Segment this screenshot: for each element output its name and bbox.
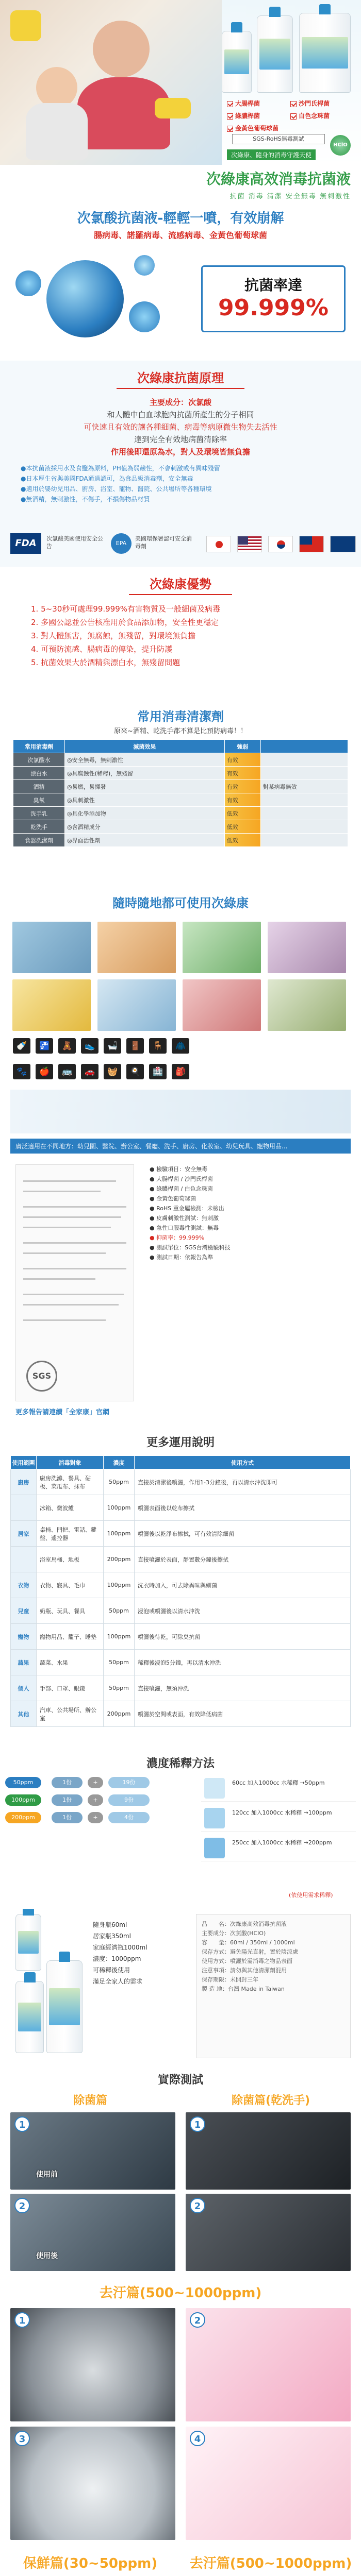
- spec-panel: [196, 1914, 351, 2058]
- dilution-row: [5, 1810, 191, 1825]
- advantages-section: [0, 567, 361, 701]
- table-cell: ◎界面活性劑: [65, 834, 225, 847]
- table-cell: 衣物、寢具、毛巾: [37, 1572, 104, 1598]
- table-cell: 噴灑於空間或表面，有效降低病菌: [135, 1701, 351, 1727]
- water-part: 19份: [108, 1777, 150, 1788]
- eu-flag-icon: [330, 536, 356, 552]
- table-header: 使用方式: [135, 1456, 351, 1469]
- principle-lines: [0, 396, 361, 458]
- measuring-cup-icon: [204, 1808, 225, 1828]
- dilution-method-text: 250cc 加入1000cc 水稀釋 →200ppm: [232, 1839, 332, 1846]
- table-cell: 兒童: [11, 1598, 37, 1624]
- test-title-decontam: 去汙篇(500~1000ppm): [99, 2285, 262, 2301]
- feature-item: 綠膿桿菌: [227, 111, 288, 120]
- table-header: 使用範圍: [11, 1456, 37, 1469]
- check-icon: [290, 101, 297, 107]
- dilution-method-text: 60cc 加入1000cc 水稀釋 →50ppm: [232, 1780, 325, 1786]
- dilution-row: [5, 1792, 191, 1808]
- table-header-row: [13, 740, 348, 753]
- table-cell: 噴灑表面後以乾布擦拭: [135, 1495, 351, 1521]
- usage-icon: 🛁: [104, 1038, 121, 1054]
- certificate-line: ● 金黃色葡萄球菌: [150, 1195, 196, 1202]
- photo-kitchen: [183, 922, 261, 973]
- table-cell: ◎安全無毒，無刺激性: [65, 753, 225, 767]
- table-cell: 手部、口罩、眼鏡: [37, 1675, 104, 1701]
- usage-table: [10, 1455, 351, 1727]
- table-cell: 對某病毒無效: [260, 780, 348, 793]
- sgs-badge: SGS-RoHS無毒測試: [232, 134, 325, 144]
- dilution-note: (依使用需求稀釋): [289, 1892, 333, 1899]
- table-row: [13, 793, 348, 807]
- test-photo: [10, 2194, 175, 2271]
- photo-office: [97, 979, 176, 1031]
- certificate-line: ● 大腸桿菌 / 沙門氏桿菌: [150, 1176, 213, 1182]
- certificate-details: [150, 1164, 351, 1262]
- principle-line: 達到完全有效地病菌清除率: [134, 435, 227, 444]
- test-photo-toy-after: [186, 2427, 351, 2540]
- photo-pet: [268, 922, 346, 973]
- certificate-line: ● 急性口服毒性測試：無毒: [150, 1225, 219, 1231]
- spec-section: [0, 1909, 361, 2063]
- hero-banner: [0, 0, 361, 165]
- table-cell: [260, 753, 348, 767]
- korea-flag-icon: [268, 536, 293, 552]
- compare-subtitle: 原來~酒精、乾洗手都不算是比預防病毒！！: [114, 727, 247, 735]
- anywhere-title: 隨時隨地都可使用次綠康: [112, 896, 249, 910]
- test-tag: 使用前: [36, 2171, 58, 2179]
- table-cell: 衣物: [11, 1572, 37, 1598]
- table-cell: 有效: [224, 793, 260, 807]
- bullet-item: ●無酒精，無刺激性，不傷手，不損傷物品材質: [21, 496, 150, 503]
- epa-label: 美國環保署認可安全消毒劑: [135, 535, 192, 550]
- usage-icon: 🏥: [149, 1064, 167, 1079]
- epa-logo: EPA: [111, 533, 132, 554]
- tests-section: [0, 2066, 361, 2576]
- table-cell: 居家: [11, 1521, 37, 1547]
- spec-panel-line: 保存方式：避免陽光直射，置於陰涼處: [202, 1948, 298, 1955]
- usage-icon: 🐾: [13, 1064, 30, 1079]
- spec-line: 居家瓶350ml: [93, 1933, 131, 1940]
- ppm-label: 100ppm: [5, 1794, 41, 1806]
- ppm-label: 200ppm: [5, 1812, 41, 1823]
- virus-ball-icon: [46, 260, 124, 337]
- table-cell: 廚房洗滌、餐具、砧板、菜瓜布、抹布: [37, 1469, 104, 1495]
- table-header: 滅菌效果: [65, 740, 225, 753]
- step-number-2: 2: [190, 2312, 205, 2328]
- photo-baby-bottle: [97, 922, 176, 973]
- table-cell: 汽車、公共場所、辦公室: [37, 1701, 104, 1727]
- table-row: [11, 1701, 351, 1727]
- principle-line: 主要成分：次氯酸: [149, 398, 211, 407]
- table-row: [11, 1521, 351, 1547]
- test-photo: [10, 2112, 175, 2190]
- dilution-section: [0, 1752, 361, 1906]
- concentrate-part: 1份: [52, 1812, 83, 1823]
- usage-icon: 🚗: [81, 1064, 99, 1079]
- usage-icon: 🧥: [172, 1038, 189, 1054]
- child-shirt: [26, 103, 88, 160]
- certificate-line: ● 測試日期：依報告為準: [150, 1254, 214, 1261]
- product-bottles: [217, 5, 361, 93]
- spec-line: 可稀釋後使用: [93, 1967, 130, 1974]
- usage-icon: 🚰: [36, 1038, 53, 1054]
- advantages-title: 次綠康優勢: [129, 572, 232, 595]
- mother-figure: [93, 21, 150, 77]
- bullet-item: ●日本厚生省與美國FDA通過認可，為食品級消毒劑，安全無毒: [21, 475, 193, 482]
- hero-tagline: 次綠康、隨身的消毒守護天使: [227, 149, 316, 160]
- spec-panel-line: 保存期限：未開封三年: [202, 1976, 258, 1983]
- check-icon: [227, 113, 233, 120]
- bullet-item: ●本抗菌液採用水及食鹽為原料，PH值為弱鹼性，不會刺激或有異味殘留: [21, 465, 220, 472]
- principle-line: 和人體中白血球胞內抗菌所產生的分子相同: [107, 410, 254, 419]
- principle-title: 次綠康抗菌原理: [117, 366, 244, 389]
- dilution-method-row: [201, 1835, 356, 1861]
- bullet-item: ●適用於嬰幼兒用品、廚房、浴室、寵物、醫院、公共場所等各種環境: [21, 485, 212, 493]
- table-row: [13, 834, 348, 847]
- spec-list: [93, 1919, 186, 1987]
- feature-item: 白色念珠菌: [290, 111, 351, 120]
- table-cell: 50ppm: [104, 1650, 135, 1675]
- step-number-3: 3: [14, 2431, 30, 2446]
- usage-icon: 🚪: [126, 1038, 144, 1054]
- sgs-stamp: SGS: [26, 1361, 57, 1392]
- test-photo-toy: [186, 2308, 351, 2421]
- advantage-item: 2. 多國公認並公告核准用於食品添加物，安全性更穩定: [31, 618, 219, 627]
- usage-title: 更多運用說明: [146, 1436, 215, 1449]
- table-cell: 50ppm: [104, 1598, 135, 1624]
- bottle-small: [222, 31, 252, 93]
- virus-small-icon: [129, 301, 160, 332]
- table-cell: 廚房: [11, 1469, 37, 1495]
- table-header: 消毒對象: [37, 1456, 104, 1469]
- principle-line: 作用後即還原為水，對人及環境皆無負擔: [110, 447, 250, 456]
- dilution-method-text: 120cc 加入1000cc 水稀釋 →100ppm: [232, 1809, 332, 1816]
- table-cell: [11, 1495, 37, 1521]
- table-cell: 稀釋後浸泡5分鐘，再以清水沖洗: [135, 1650, 351, 1675]
- spec-panel-line: 容 量：60ml / 350ml / 1000ml: [202, 1939, 295, 1946]
- virus-small-icon: [134, 255, 155, 276]
- usage-icon: 🧺: [104, 1064, 121, 1079]
- dilution-title: 濃度稀釋方法: [146, 1757, 215, 1770]
- table-row: [11, 1598, 351, 1624]
- table-header-row: [11, 1456, 351, 1469]
- advantage-item: 1. 5~30秒可處理99.999%有害物質及一般細菌及病毒: [31, 604, 221, 614]
- test-title-fresh: 保鮮篇(30~50ppm): [23, 2556, 158, 2571]
- usage-icon: 👟: [81, 1038, 99, 1054]
- table-cell: 50ppm: [104, 1675, 135, 1701]
- table-cell: 寵物用品、籠子、睡墊: [37, 1624, 104, 1650]
- spec-panel-line: 注意事項：請勿與其他清潔劑混用: [202, 1967, 287, 1974]
- measuring-cup-icon: [204, 1778, 225, 1799]
- photo-toys: [12, 979, 91, 1031]
- step-number-1: 1: [14, 2116, 30, 2132]
- table-row: [11, 1572, 351, 1598]
- compare-section: [0, 703, 361, 889]
- advantage-item: 4. 可預防流感、腸病毒的傳染，提升防護: [31, 645, 173, 654]
- table-cell: 個人: [11, 1675, 37, 1701]
- virus-section: [0, 204, 361, 358]
- spec-line: 滿足全家人的需求: [93, 1978, 143, 1985]
- plus-sign: +: [88, 1777, 103, 1788]
- step-number-1: 1: [14, 2312, 30, 2328]
- table-row: [13, 807, 348, 820]
- step-number-2: 2: [190, 2198, 205, 2213]
- table-cell: 有效: [224, 767, 260, 780]
- spec-line: 濃度：1000ppm: [93, 1955, 141, 1962]
- certificate-section: [0, 1159, 361, 1427]
- measuring-cup-icon: [204, 1838, 225, 1858]
- table-cell: ◎具腐蝕性(稀釋)，無殘留: [65, 767, 225, 780]
- product-subtitle: 抗菌 消毒 清潔 安全無毒 無刺激性: [229, 193, 351, 200]
- usage-icon: 🚌: [58, 1064, 76, 1079]
- feature-item: 金黃色葡萄球菌: [227, 124, 351, 132]
- tests-title: 實際測試: [157, 2074, 203, 2087]
- table-cell: 直接噴灑於表面，靜置數分鐘後擦拭: [135, 1547, 351, 1572]
- principle-section: [0, 361, 361, 567]
- table-row: [11, 1469, 351, 1495]
- ppm-label: 50ppm: [5, 1777, 41, 1788]
- dilution-method-row: [201, 1805, 356, 1832]
- test-photo-pan: [10, 2308, 175, 2421]
- step-number-4: 4: [190, 2431, 205, 2446]
- virus-small-icon: [15, 270, 41, 296]
- principle-line: 可快速且有效的讓各種細菌、病毒等病原微生物失去活性: [84, 422, 277, 432]
- usa-flag-icon: [237, 536, 262, 552]
- table-cell: 低效: [224, 820, 260, 834]
- concentrate-part: 1份: [52, 1794, 83, 1806]
- table-cell: 噴灑後以乾淨布擦拭，可有效清除細菌: [135, 1521, 351, 1547]
- table-cell: 桌椅、門把、電話、鍵盤、遙控器: [37, 1521, 104, 1547]
- table-cell: 200ppm: [104, 1547, 135, 1572]
- row-label: 酒精: [13, 780, 65, 793]
- taiwan-flag-icon: [299, 536, 324, 552]
- table-cell: 其他: [11, 1701, 37, 1727]
- table-cell: 低效: [224, 807, 260, 820]
- certificate-line: ● 抑菌率：99.999%: [150, 1234, 205, 1241]
- table-header: 強弱: [224, 740, 260, 753]
- row-label: 乾洗手: [13, 820, 65, 834]
- table-cell: 冰箱、微波爐: [37, 1495, 104, 1521]
- check-icon: [290, 113, 297, 120]
- spec-line: 家庭經濟瓶1000ml: [93, 1944, 147, 1951]
- yellow-glove-left: [10, 10, 41, 41]
- virus-subtitle: 腸病毒、諾羅病毒、流感病毒、金黃色葡萄球菌: [93, 230, 267, 240]
- usage-photo-grid: [10, 920, 351, 1035]
- usage-icon-row: [10, 1064, 351, 1082]
- table-cell: 寵物: [11, 1624, 37, 1650]
- table-cell: 100ppm: [104, 1495, 135, 1521]
- table-row: [11, 1675, 351, 1701]
- water-part: 4份: [108, 1812, 150, 1823]
- table-cell: ◎具化學添加物: [65, 807, 225, 820]
- row-label: 洗手乳: [13, 807, 65, 820]
- table-cell: 200ppm: [104, 1701, 135, 1727]
- certification-row: [0, 531, 361, 562]
- step-number-1: 1: [190, 2116, 205, 2132]
- bottle-medium: [257, 15, 293, 93]
- usage-icon: 🍳: [126, 1064, 144, 1079]
- test-photo-pan-after: [10, 2427, 175, 2540]
- table-cell: [260, 807, 348, 820]
- feature-list: [227, 98, 356, 135]
- test-tag: 使用後: [36, 2252, 58, 2260]
- rate-value: 99.999%: [218, 295, 329, 321]
- table-cell: [11, 1547, 37, 1572]
- table-cell: 直接噴灑，無須沖洗: [135, 1675, 351, 1701]
- plus-sign: +: [88, 1812, 103, 1823]
- spec-bottles: [10, 1914, 88, 2058]
- table-cell: 有效: [224, 753, 260, 767]
- spec-panel-line: 主要成分：次氯酸(HClO): [202, 1930, 266, 1937]
- photo-bathroom: [12, 922, 91, 973]
- child-figure: [36, 67, 77, 108]
- table-cell: 蔬菜、水果: [37, 1650, 104, 1675]
- test-title-hand-sanitize: 除菌篇(乾洗手): [231, 2094, 310, 2107]
- usage-scene-strip: [10, 1090, 351, 1133]
- dilution-row: [5, 1775, 191, 1790]
- table-cell: 蔬果: [11, 1650, 37, 1675]
- spec-panel-line: 品 名：次綠康高效消毒抗菌液: [202, 1921, 287, 1927]
- photo-hands: [183, 979, 261, 1031]
- table-header: 常用消毒劑: [13, 740, 65, 753]
- anywhere-section: [0, 889, 361, 1157]
- advantage-item: 5. 抗菌效果大於酒精與漂白水，無殘留問題: [31, 658, 180, 667]
- table-cell: 有效: [224, 780, 260, 793]
- certificate-line: ● 綠膿桿菌 / 白色念珠菌: [150, 1185, 213, 1192]
- bottle-1000ml: [46, 1960, 83, 2053]
- usage-icon-row: [10, 1038, 351, 1057]
- table-cell: 直接於清潔後噴灑，作用1-3分鐘後，再以清水沖洗即可: [135, 1469, 351, 1495]
- table-cell: 100ppm: [104, 1572, 135, 1598]
- table-cell: 洗衣時加入，可去除異味與細菌: [135, 1572, 351, 1598]
- table-cell: [260, 767, 348, 780]
- virus-title: 次氯酸抗菌液-輕輕一噴，有效崩解: [77, 211, 284, 226]
- test-photo: [186, 2194, 351, 2271]
- usage-icon: 🍎: [36, 1064, 53, 1079]
- usage-section: [0, 1430, 361, 1749]
- table-cell: ◎具刺激性: [65, 793, 225, 807]
- table-cell: [260, 820, 348, 834]
- table-cell: ◎含酒精成分: [65, 820, 225, 834]
- table-row: [11, 1650, 351, 1675]
- table-row: [13, 780, 348, 793]
- table-cell: 浴室馬桶、地板: [37, 1547, 104, 1572]
- bottle-60ml: [15, 1914, 41, 1971]
- spec-panel-line: 使用方式：噴灑於需消毒之物品表面: [202, 1958, 292, 1964]
- table-cell: 浸泡或噴灑後以清水沖洗: [135, 1598, 351, 1624]
- fda-logo: FDA: [10, 533, 41, 554]
- table-row: [11, 1495, 351, 1521]
- table-header: 濃度: [104, 1456, 135, 1469]
- table-cell: [260, 834, 348, 847]
- spec-panel-line: 製 造 地：台灣 Made in Taiwan: [202, 1986, 285, 1992]
- certificate-footnote: 更多報告請連續「全家康」官網: [15, 1409, 110, 1416]
- test-photo: [186, 2112, 351, 2190]
- principle-bullets: [21, 463, 340, 504]
- row-label: 臭氧: [13, 793, 65, 807]
- table-row: [11, 1624, 351, 1650]
- table-cell: ◎易燃，易揮發: [65, 780, 225, 793]
- certificate-line: ● RoHS 重金屬檢測：未檢出: [150, 1205, 224, 1212]
- bottle-350ml: [15, 1981, 44, 2053]
- table-cell: 奶瓶、玩具、餐具: [37, 1598, 104, 1624]
- test-report-document: [15, 1164, 134, 1401]
- feature-item: 沙門氏桿菌: [290, 99, 351, 108]
- plus-sign: +: [88, 1794, 103, 1806]
- spec-line: 隨身瓶60ml: [93, 1921, 127, 1928]
- compare-table: [13, 739, 348, 847]
- table-cell: 噴灑後待乾，可除臭抗菌: [135, 1624, 351, 1650]
- table-cell: 低效: [224, 834, 260, 847]
- row-label: 食器洗潔劑: [13, 834, 65, 847]
- bottle-large: [299, 13, 351, 93]
- test-title-decontam-2: 去汙篇(500~1000ppm): [189, 2556, 352, 2571]
- hero-photo: [0, 0, 222, 165]
- table-cell: 100ppm: [104, 1521, 135, 1547]
- usage-icon: 🍼: [13, 1038, 30, 1054]
- title-band: [0, 165, 361, 204]
- table-cell: 50ppm: [104, 1469, 135, 1495]
- water-part: 9份: [108, 1794, 150, 1806]
- table-row: [13, 767, 348, 780]
- row-label: 漂白水: [13, 767, 65, 780]
- row-label: 次氯酸水: [13, 753, 65, 767]
- photo-vegetables: [268, 979, 346, 1031]
- table-row: [11, 1547, 351, 1572]
- certificate-line: ● 檢驗項目：安全無毒: [150, 1166, 208, 1173]
- table-cell: 100ppm: [104, 1624, 135, 1650]
- hclo-logo: HClO: [330, 135, 351, 156]
- certificate-line: ● 測試單位：SGS台灣檢驗科技: [150, 1244, 231, 1251]
- step-number-2: 2: [14, 2198, 30, 2213]
- usage-icon: 🎒: [172, 1064, 189, 1079]
- certificate-line: ● 皮膚刺激性測試：無刺激: [150, 1215, 219, 1222]
- product-title: 次綠康高效消毒抗菌液: [206, 171, 351, 188]
- yellow-glove: [155, 98, 191, 118]
- dilution-method-row: [201, 1775, 356, 1802]
- dilution-ratio-list: [5, 1775, 191, 1827]
- test-title-sterilize: 除菌篇: [73, 2094, 107, 2107]
- usage-icon: 🧸: [58, 1038, 76, 1054]
- table-cell: [260, 793, 348, 807]
- feature-item: 大腸桿菌: [227, 99, 288, 108]
- rate-box: [201, 265, 346, 332]
- advantage-item: 3. 對人體無害，無腐蝕，無殘留，對環境無負擔: [31, 631, 196, 640]
- fda-label: 次氯酸美國使用安全公告: [46, 535, 103, 550]
- rate-label: 抗菌率達: [244, 277, 302, 294]
- virus-graphic: [15, 250, 170, 348]
- table-row: [13, 753, 348, 767]
- table-row: [13, 820, 348, 834]
- check-icon: [227, 126, 233, 132]
- concentrate-part: 1份: [52, 1777, 83, 1788]
- advantages-list: [31, 602, 330, 669]
- usage-icon: 🪑: [149, 1038, 167, 1054]
- japan-flag-icon: [206, 536, 231, 552]
- compare-title: 常用消毒清潔劑: [137, 709, 224, 724]
- table-header: [260, 740, 348, 753]
- check-icon: [227, 101, 233, 107]
- anywhere-note: 廣泛適用在不同地方：幼兒園、醫院、辦公室、餐廳、洗手、廚房、化妝室、幼兒玩具、寵物用品...: [10, 1139, 351, 1154]
- dilution-method-list: [201, 1775, 356, 1865]
